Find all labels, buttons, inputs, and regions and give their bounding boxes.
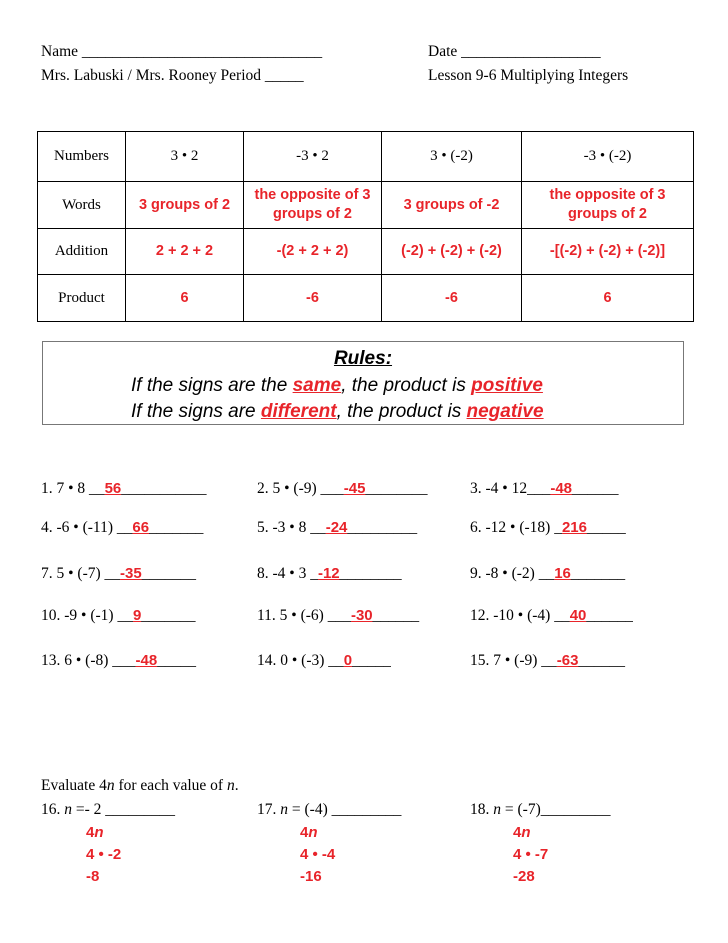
problem-blank: ________ — [365, 480, 428, 497]
problem-2 — [257, 480, 427, 498]
table-cell: -3 • (-2) — [522, 132, 694, 182]
problem-blank: _________ — [347, 519, 418, 536]
table-cell: 3 • 2 — [126, 132, 244, 182]
rule-text: , the product is — [341, 375, 472, 396]
problem-blank: _____ — [157, 652, 196, 669]
problem-11 — [257, 607, 419, 625]
problem-question: 2. 5 • (-9) ___ — [257, 480, 344, 497]
problem-7 — [41, 565, 196, 583]
item-number: 18. — [470, 801, 494, 818]
problem-4 — [41, 519, 203, 537]
table-cell: 2 + 2 + 2 — [126, 229, 244, 275]
row-label-words: Words — [38, 182, 126, 229]
table-cell: 3 groups of -2 — [382, 182, 522, 229]
problem-12 — [470, 607, 633, 625]
problem-blank: _____ — [586, 519, 626, 536]
rule-different-signs — [131, 401, 544, 423]
problem-question: 8. -4 • 3 _ — [257, 565, 318, 582]
rule-text: , the product is — [336, 401, 467, 422]
evaluate-item-17 — [257, 801, 401, 819]
rule-text: If the signs are the — [131, 375, 293, 396]
teacher-period-line: Mrs. Labuski / Mrs. Rooney Period _____ — [41, 67, 304, 84]
problem-blank: ______ — [578, 652, 625, 669]
work-step-substitute: 4 • -4 — [300, 846, 336, 863]
problem-question: 13. 6 • (-8) ___ — [41, 652, 136, 669]
problem-blank: ______ — [586, 607, 633, 624]
table-cell: -3 • 2 — [244, 132, 382, 182]
problem-answer: -24 — [325, 519, 348, 536]
problem-question: 6. -12 • (-18) _ — [470, 519, 562, 536]
item-number: 17. — [257, 801, 281, 818]
table-row-words — [38, 182, 694, 229]
problem-1 — [41, 480, 207, 498]
problem-blank: ______ — [372, 607, 420, 624]
problem-answer: 9 — [132, 607, 142, 624]
problem-answer: 0 — [343, 652, 353, 669]
item-variable: n — [280, 801, 288, 818]
problem-answer: 16 — [554, 565, 571, 582]
instruction-text: Evaluate 4 — [41, 777, 107, 794]
evaluate-work-18 — [513, 822, 548, 888]
evaluate-work-16 — [86, 822, 121, 888]
problem-question: 1. 7 • 8 __ — [41, 480, 105, 497]
instruction-text: for each value of — [114, 777, 227, 794]
table-cell: the opposite of 3 groups of 2 — [244, 182, 382, 229]
problem-6 — [470, 519, 626, 537]
problem-answer: -45 — [343, 480, 366, 497]
item-number: 16. — [41, 801, 65, 818]
problem-answer: -35 — [120, 565, 142, 582]
work-coefficient: 4 — [86, 824, 95, 841]
problem-answer: -30 — [350, 607, 373, 624]
table-cell: -6 — [244, 275, 382, 322]
problem-answer: 40 — [569, 607, 587, 624]
evaluate-item-16 — [41, 801, 175, 819]
table-cell: 3 • (-2) — [382, 132, 522, 182]
instruction-variable: n — [106, 777, 115, 794]
work-variable: n — [94, 824, 104, 841]
item-variable: n — [64, 801, 72, 818]
problem-13 — [41, 652, 196, 670]
table-row-addition — [38, 229, 694, 275]
problem-blank: _____ — [352, 652, 391, 669]
problem-question: 14. 0 • (-3) __ — [257, 652, 344, 669]
table-row-product — [38, 275, 694, 322]
evaluate-item-18 — [470, 801, 610, 819]
work-step-expression — [86, 822, 121, 844]
problem-answer: 216 — [561, 519, 587, 536]
problem-blank: _______ — [141, 565, 196, 582]
problem-question: 7. 5 • (-7) __ — [41, 565, 121, 582]
problem-8 — [257, 565, 402, 583]
work-step-result: -28 — [513, 868, 535, 885]
problem-15 — [470, 652, 625, 670]
item-value: =- 2 _________ — [72, 801, 176, 818]
problem-blank: _______ — [570, 565, 626, 582]
problem-question: 5. -3 • 8 __ — [257, 519, 326, 536]
problem-question: 3. -4 • 12___ — [470, 480, 551, 497]
date-line: Date __________________ — [428, 43, 601, 60]
table-cell: -[(-2) + (-2) + (-2)] — [522, 229, 694, 275]
problem-9 — [470, 565, 625, 583]
rule-text: If the signs are — [131, 401, 261, 422]
problem-blank: ________ — [339, 565, 402, 582]
problem-blank: ___________ — [121, 480, 207, 497]
work-step-result: -16 — [300, 868, 322, 885]
rule-keyword: different — [260, 401, 337, 422]
table-row-numbers — [38, 132, 694, 182]
problem-answer: -48 — [550, 480, 573, 497]
table-cell: 6 — [522, 275, 694, 322]
problem-blank: _______ — [141, 607, 196, 624]
problem-10 — [41, 607, 196, 625]
rule-same-signs — [131, 375, 543, 397]
row-label-product: Product — [38, 275, 126, 322]
lesson-title: Lesson 9-6 Multiplying Integers — [428, 67, 629, 84]
work-variable: n — [521, 824, 531, 841]
problem-question: 11. 5 • (-6) ___ — [257, 607, 351, 624]
rule-keyword: same — [292, 375, 342, 396]
instruction-variable: n — [226, 777, 235, 794]
problem-answer: -48 — [135, 652, 158, 669]
work-coefficient: 4 — [300, 824, 309, 841]
work-step-substitute: 4 • -2 — [86, 846, 122, 863]
row-label-numbers: Numbers — [38, 132, 126, 182]
problem-blank: _______ — [149, 519, 204, 536]
problem-blank: ______ — [572, 480, 619, 497]
problem-answer: 66 — [132, 519, 150, 536]
item-value: = (-4) _________ — [288, 801, 402, 818]
work-step-expression — [513, 822, 548, 844]
problem-question: 4. -6 • (-11) __ — [41, 519, 133, 536]
work-coefficient: 4 — [513, 824, 522, 841]
work-variable: n — [308, 824, 318, 841]
table-cell: the opposite of 3 groups of 2 — [522, 182, 694, 229]
name-line: Name _______________________________ — [41, 43, 323, 60]
rules-title: Rules: — [333, 348, 393, 369]
problem-5 — [257, 519, 417, 537]
item-variable: n — [493, 801, 501, 818]
multiplication-table — [37, 131, 694, 322]
problem-question: 10. -9 • (-1) __ — [41, 607, 133, 624]
problem-14 — [257, 652, 391, 670]
table-cell: (-2) + (-2) + (-2) — [382, 229, 522, 275]
table-cell: 3 groups of 2 — [126, 182, 244, 229]
instruction-text: . — [234, 777, 239, 794]
evaluate-work-17 — [300, 822, 335, 888]
work-step-substitute: 4 • -7 — [513, 846, 549, 863]
table-cell: 6 — [126, 275, 244, 322]
rule-result: positive — [471, 375, 543, 396]
table-cell: -6 — [382, 275, 522, 322]
table-cell: -(2 + 2 + 2) — [244, 229, 382, 275]
problem-question: 9. -8 • (-2) __ — [470, 565, 555, 582]
evaluate-instruction — [41, 777, 239, 795]
work-step-expression — [300, 822, 335, 844]
rules-box — [42, 341, 684, 425]
problem-answer: 56 — [104, 480, 122, 497]
row-label-addition: Addition — [38, 229, 126, 275]
problem-question: 12. -10 • (-4) __ — [470, 607, 570, 624]
problem-answer: -63 — [556, 652, 579, 669]
rule-result: negative — [466, 401, 544, 422]
problem-question: 15. 7 • (-9) __ — [470, 652, 557, 669]
item-value: = (-7)_________ — [501, 801, 611, 818]
problem-answer: -12 — [317, 565, 340, 582]
work-step-result: -8 — [86, 868, 100, 885]
problem-3 — [470, 480, 619, 498]
